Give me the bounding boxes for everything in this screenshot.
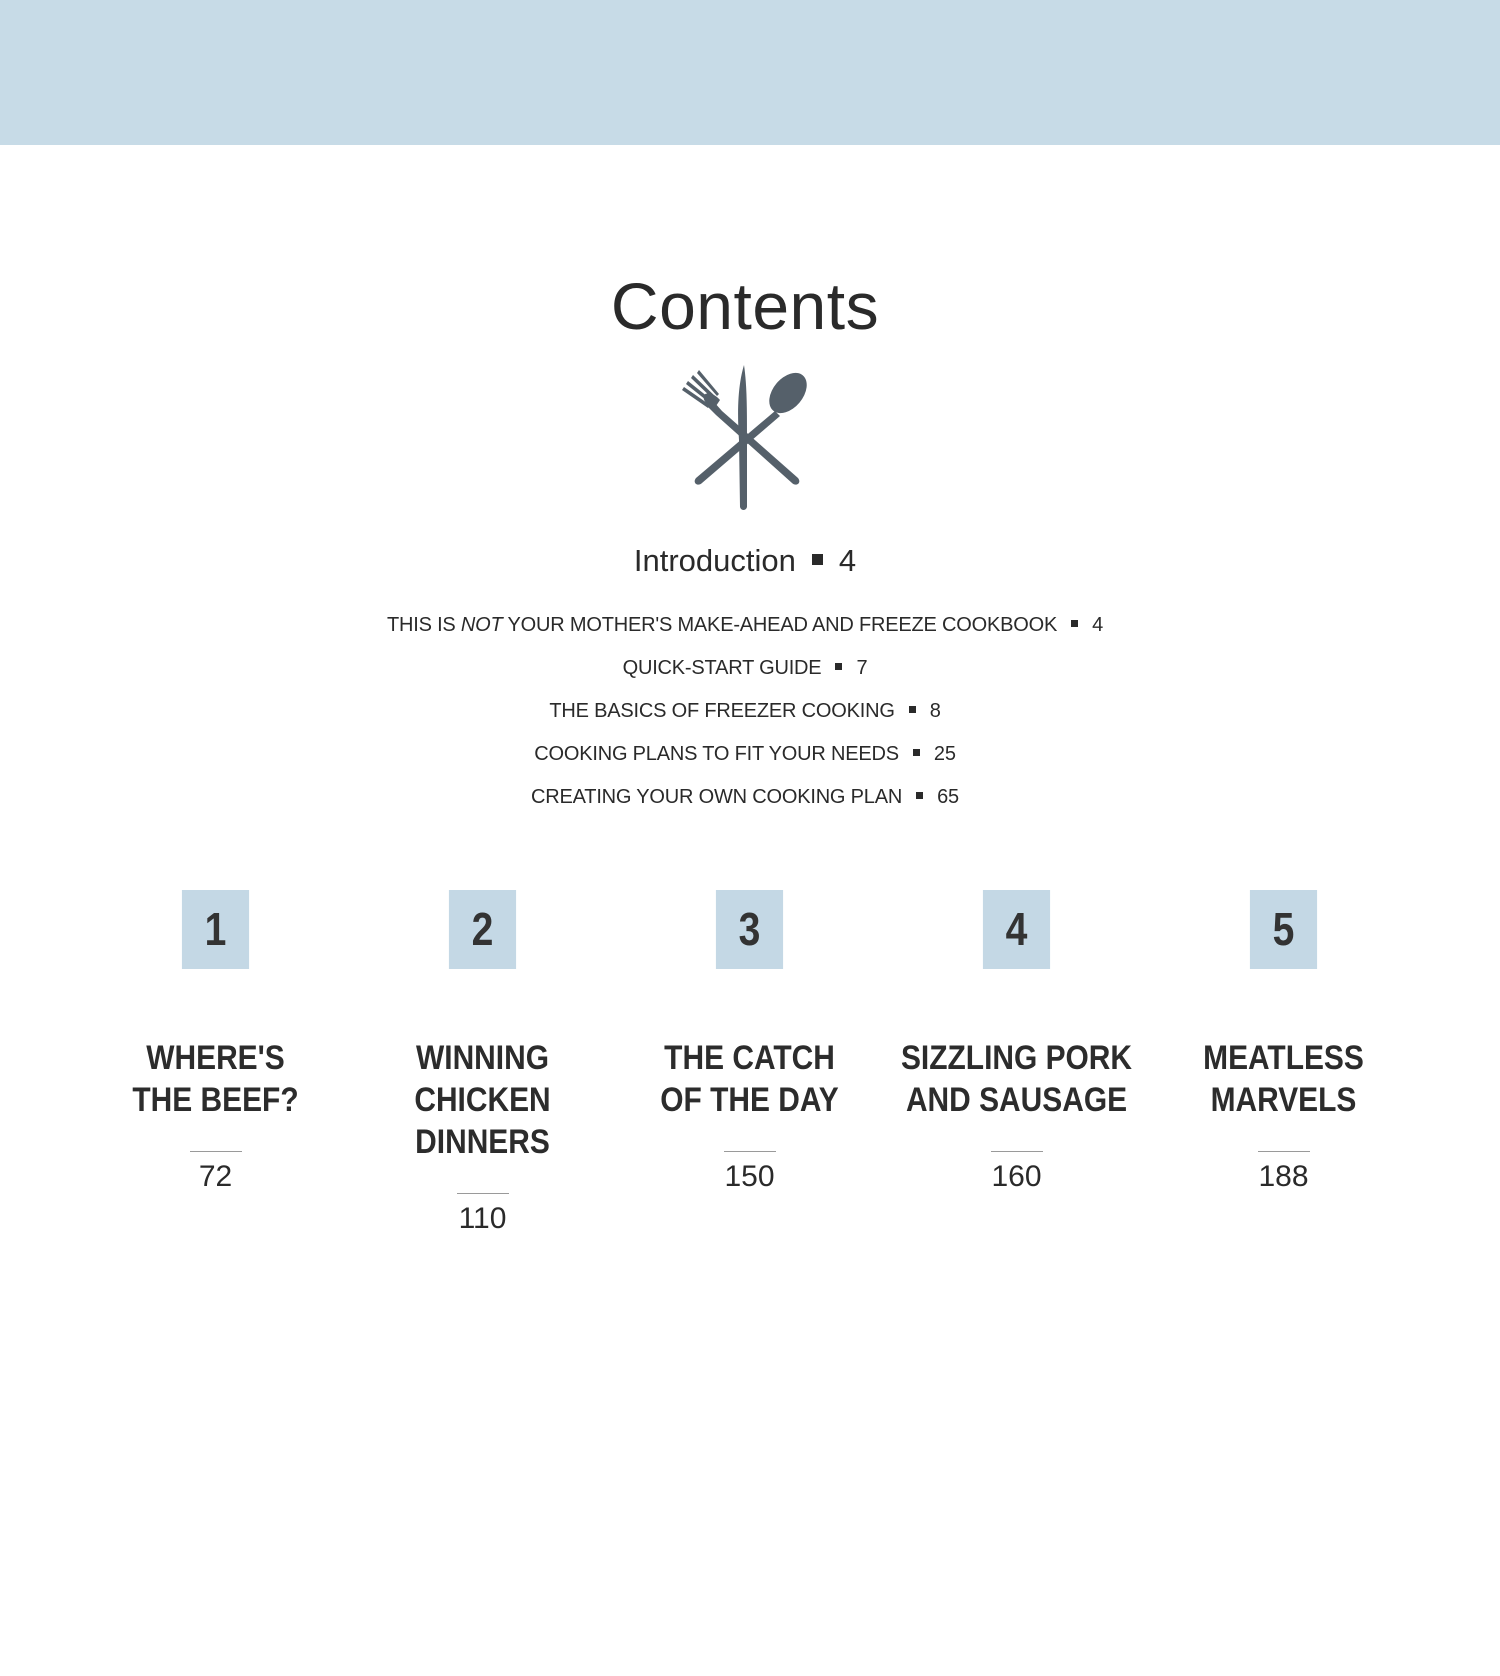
chapter-number: 2 <box>449 890 516 969</box>
bullet-icon <box>916 792 923 799</box>
chapter-list <box>82 890 1417 1236</box>
toc-page: 4 <box>1092 614 1104 636</box>
toc-page: 65 <box>937 786 959 808</box>
toc-item: THE BASICS OF FREEZER COOKING 8 <box>549 700 941 722</box>
toc-list <box>0 604 1490 819</box>
chapter-item <box>349 890 616 1236</box>
bullet-icon <box>913 749 920 756</box>
intro-entry <box>0 543 1490 579</box>
chapter-title: WHERE'S THE BEEF? <box>132 1039 299 1119</box>
fork-knife-spoon-icon <box>680 365 815 510</box>
chapter-page: 72 <box>198 1160 233 1193</box>
divider <box>1258 1151 1310 1152</box>
intro-page: 4 <box>838 543 857 578</box>
bullet-icon <box>835 663 842 670</box>
bullet-icon <box>812 554 823 565</box>
toc-page: 25 <box>933 743 956 765</box>
divider <box>724 1151 776 1152</box>
toc-item: COOKING PLANS TO FIT YOUR NEEDS 25 <box>534 743 956 765</box>
toc-page: 8 <box>929 700 941 722</box>
chapter-number: 5 <box>1250 890 1317 969</box>
intro-label: Introduction <box>633 543 796 578</box>
chapter-number: 3 <box>716 890 783 969</box>
chapter-number: 4 <box>983 890 1050 969</box>
toc-page: 7 <box>856 657 868 679</box>
divider <box>991 1151 1043 1152</box>
chapter-page: 188 <box>1258 1160 1309 1193</box>
bullet-icon <box>909 706 916 713</box>
chapter-number: 1 <box>182 890 249 969</box>
chapter-item <box>616 890 883 1236</box>
chapter-item <box>82 890 349 1236</box>
chapter-page: 150 <box>724 1160 775 1193</box>
chapter-page: 160 <box>991 1160 1042 1193</box>
divider <box>190 1151 242 1152</box>
chapter-title: WINNING CHICKEN DINNERS <box>414 1039 551 1161</box>
toc-item: CREATING YOUR OWN COOKING PLAN 65 <box>531 786 959 808</box>
divider <box>457 1193 509 1194</box>
page-title: Contents <box>610 269 880 343</box>
chapter-title: THE CATCH OF THE DAY <box>660 1039 839 1119</box>
chapter-item <box>883 890 1150 1236</box>
chapter-title: SIZZLING PORK AND SAUSAGE <box>900 1039 1133 1119</box>
header-band <box>0 0 1500 145</box>
bullet-icon <box>1071 620 1078 627</box>
chapter-item <box>1150 890 1417 1236</box>
toc-item: THIS IS NOT YOUR MOTHER'S MAKE-AHEAD AND FREEZE COOKBOOK 4 <box>386 614 1104 636</box>
chapter-page: 110 <box>458 1202 507 1235</box>
chapter-title: MEATLESS MARVELS <box>1203 1039 1364 1119</box>
toc-item: QUICK-START GUIDE 7 <box>622 657 868 679</box>
